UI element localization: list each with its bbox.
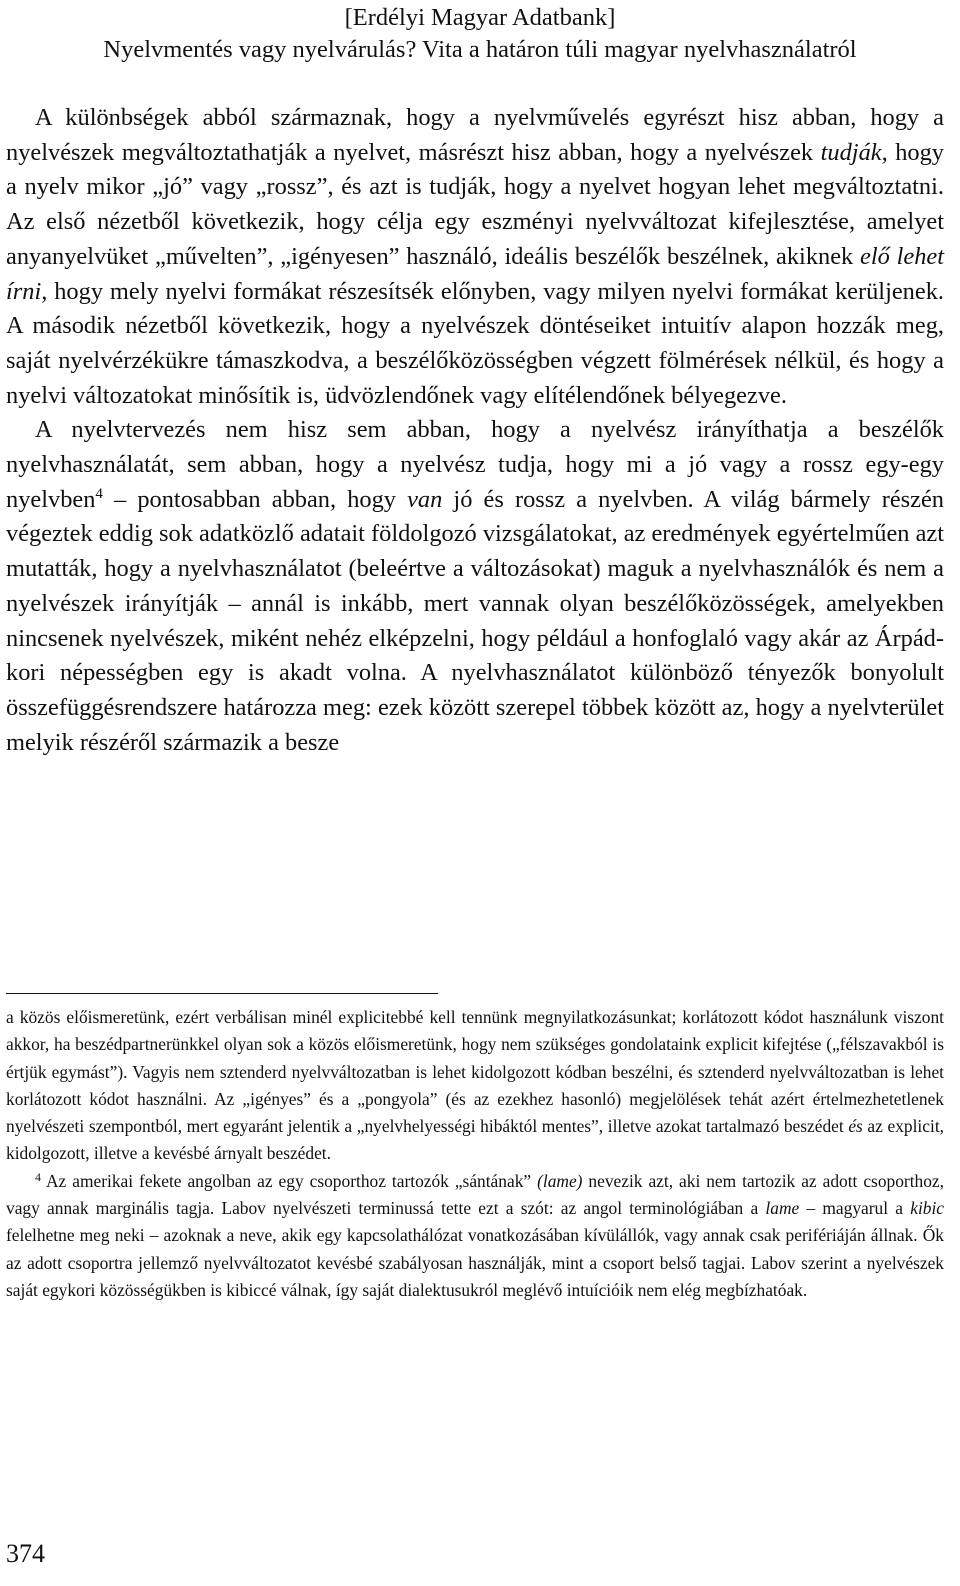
emphasis: kibic (910, 1198, 945, 1219)
emphasis: van (407, 485, 443, 513)
header-title: Nyelvmentés vagy nyelvárulás? Vita a határon túli magyar nyelvhasználatról (103, 36, 857, 63)
footnote-ref[interactable]: 4 (95, 485, 103, 502)
main-text (6, 101, 944, 760)
footnote-continuation: a közös előismeretünk, ezért verbálisan minél explicitebbé kell tennünk megnyilatkozásunkat; korlátozott kódot használunk viszont akkor, ha beszédpartnerünkkel olyan sok a közös előismeretünk, hogy nem szükséges gondolataink explicit kifejtése („félszavakból is értjük egymást”). Vagyis nem sztenderd nyelvváltozatban is lehet kidolgozott kódban beszélni, és sztenderd nyelvváltozatban is lehet korlátozott kódot használni. Az „igényes” és a „pongyola” (és az ezekhez hasonló) megjelölések tehát azért értelmezhetetlenek nyelvészeti szempontból, mert egyaránt jelentik a „nyelvhelyességi hibáktól mentes”, illetve azokat tartalmazó beszédet és az explicit, kidolgozott, illetve a kevésbé árnyalt beszédet. (6, 1007, 944, 1164)
footnote-4: $^4$ Az amerikai fekete angolban az egy csoporthoz tartozók „sántának” (lame) nevezik azt, aki nem tartozik az adott csoporthoz, vagy annak marginális tagja. Labov nyelvészeti terminussá tette ezt a szót: az angol terminológiában a lame – magyarul a kibic felelhetne meg neki – azoknak a neve, akik egy kapcsolathálózat vonatkozásában kívülállók, vagy annak csak perifériáján állnak. Ők az adott csoportra jellemző nyelvváltozatot kevésbé szabályosan használják, mint a csoport belső tagjai. Labov szerint a nyelvészek saját egykori közösségükben is kibiccé válnak, így saját dialektusukról meglévő intuícióik nem elég megbízhatóak. (6, 1169, 945, 1300)
footnote-marker: 4 (35, 1169, 41, 1184)
emphasis: elő lehet írni, (6, 242, 945, 305)
emphasis: lame (765, 1198, 800, 1219)
emphasis: tudják, (820, 138, 888, 166)
emphasis: (lame) (537, 1170, 583, 1191)
page-header (0, 2, 960, 66)
page-number: 374 (6, 1539, 45, 1568)
footnote-separator (6, 993, 438, 994)
emphasis: és (848, 1116, 863, 1137)
header-source: [Erdélyi Magyar Adatbank] (344, 4, 616, 31)
footnotes (6, 1004, 944, 1304)
body-paragraph: A különbségek abból származnak, hogy a nyelvművelés egyrészt hisz abban, hogy a nyelvészek megváltoztathatják a nyelvet, másrészt hisz abban, hogy a nyelvészek tudják, hogy a nyelv mikor „jó” vagy „rossz”, és azt is tudják, hogy a nyelvet hogyan lehet megváltoztatni. Az első nézetből következik, hogy célja egy eszményi nyelvváltozat kifejlesztése, amelyet anyanyelvüket „művelten”, „igényesen” használó, ideális beszélők beszélnek, akiknek elő lehet írni, hogy mely nyelvi formákat részesítsék előnyben, vagy milyen nyelvi formákat kerüljenek. A második nézetből következik, hogy a nyelvészek döntéseiket intuitív alapon hozzák meg, saját nyelvérzékükre támaszkodva, a beszélőközösségben végzett fölmérések nélkül, és hogy a nyelvi változatokat minősítik is, üdvözlendőnek vagy elítélendőnek bélyegezve. (6, 104, 945, 409)
body-paragraph: A nyelvtervezés nem hisz sem abban, hogy a nyelvész irányíthatja a beszélők nyelvhasználatát, sem abban, hogy a nyelvész tudja, hogy mi a jó vagy a rossz egy-egy nyelvben$^4$ – pontosabban abban, hogy van jó és rossz a nyelvben. A világ bármely részén végeztek eddig sok adatközlő adatait földolgozó vizsgálatokat, az eredmények egyértelműen azt mutatták, hogy a nyelvhasználatot (beleértve a változásokat) maguk a nyelvhasználók és nem a nyelvészek irányítják – annál is inkább, mert vannak olyan beszélőközösségek, amelyekben nincsenek nyelvészek, miként nehéz elképzelni, hogy például a honfoglaló vagy akár az Árpád-kori népességben egy is akadt volna. A nyelvhasználatot különböző tényezők bonyolult összefüggésrendszere határozza meg: ezek között szerepel többek között az, hogy a nyelvterület melyik részéről származik a besze (6, 416, 944, 756)
